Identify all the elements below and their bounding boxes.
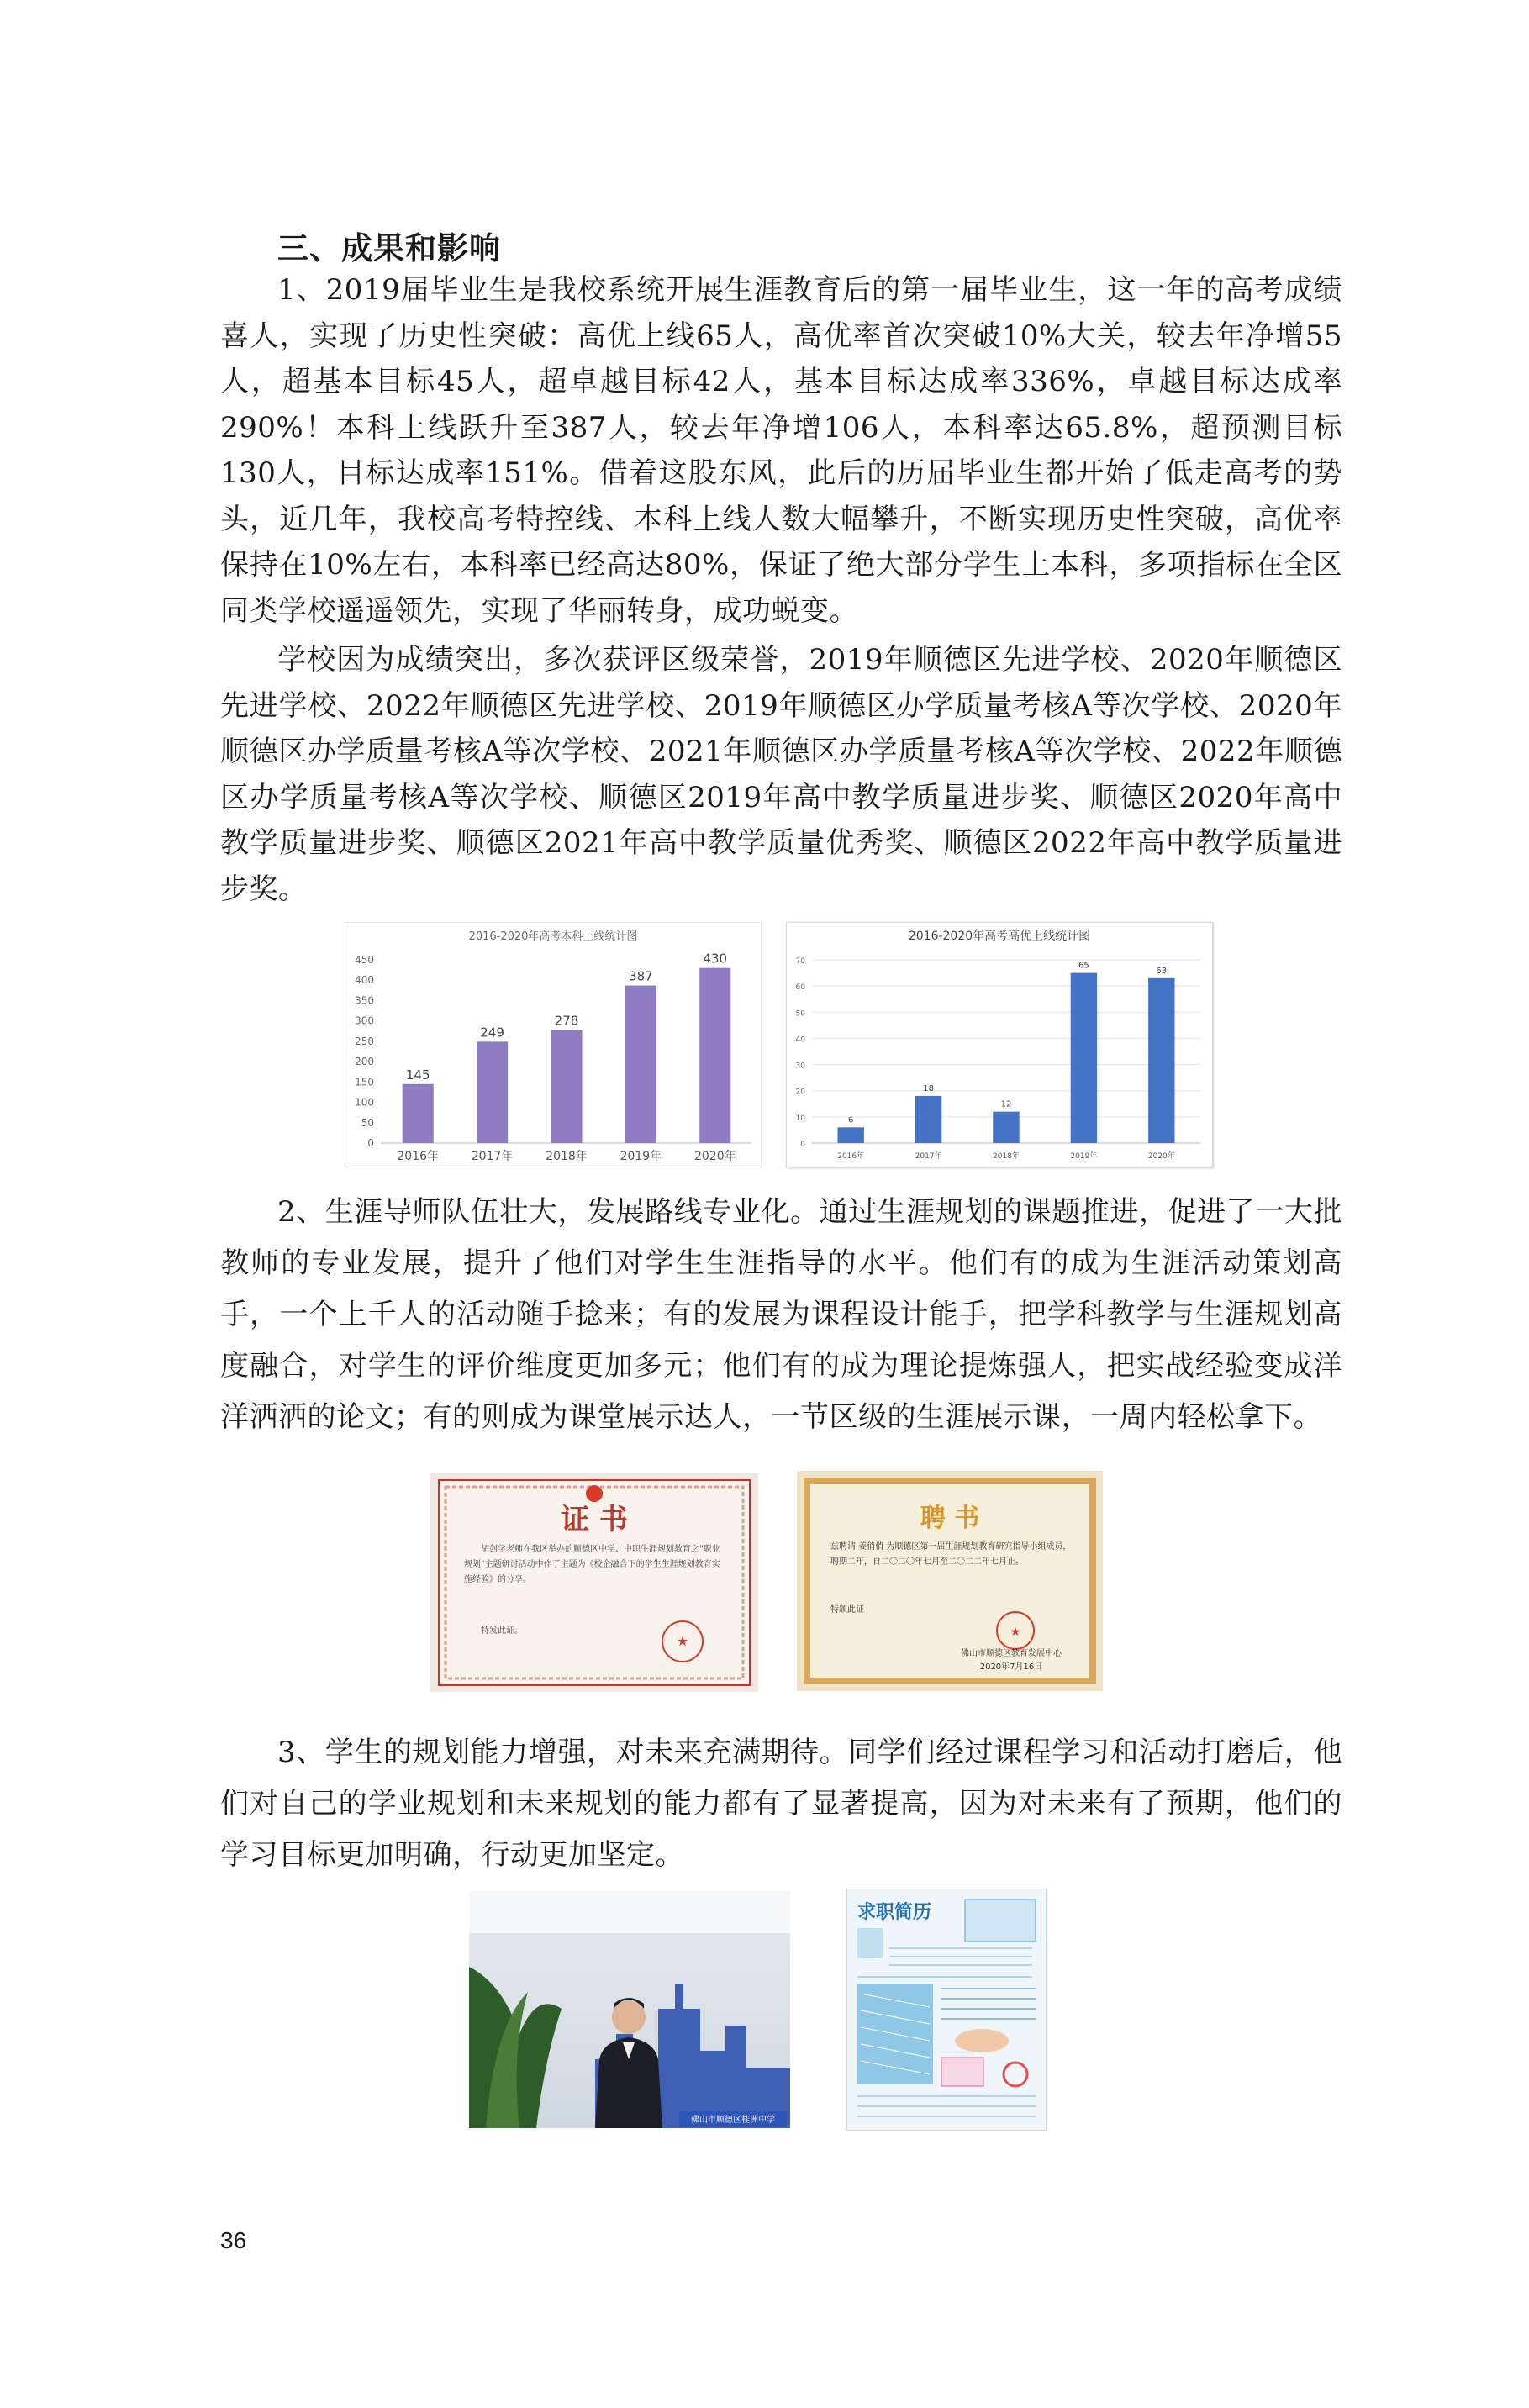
bar xyxy=(1148,978,1174,1143)
paragraph-results: 1、2019届毕业生是我校系统开展生涯教育后的第一届毕业生，这一年的高考成绩喜人，实现了历史性突破：高优上线65人，高优率首次突破10%大关，较去年净增55人，超基本目标45人，超卓越目标42人，基本目标达成率336%，卓越目标达成率290%！本科上线跃升至387人，较去年净增106人，本科率达65.8%，超预测目标130人，目标达成率151%。借着这股东风，此后的历届毕业生都开始了低走高考的势头，近几年，我校高考特控线、本科上线人数大幅攀升，不断实现历史性突破，高优率保持在10%左右，本科率已经高达80%，保证了绝大部分学生上本科，多项指标在全区同类学校遥遥领先，实现了华丽转身，成功蜕变。 xyxy=(220,273,1342,628)
appointment-illustration xyxy=(797,1471,1103,1691)
bar xyxy=(699,968,730,1143)
y-tick-label: 60 xyxy=(795,983,805,993)
page-number: 36 xyxy=(220,2227,247,2253)
speaker-photo-illustration xyxy=(469,1891,790,2128)
bar xyxy=(403,1084,434,1143)
x-tick-label: 2019年 xyxy=(620,1150,662,1163)
bar xyxy=(625,986,656,1143)
y-tick-label: 300 xyxy=(355,1014,374,1027)
x-tick-label: 2018年 xyxy=(546,1150,588,1163)
bar xyxy=(993,1112,1019,1143)
x-tick-label: 2017年 xyxy=(471,1150,514,1163)
x-tick-label: 2016年 xyxy=(397,1150,440,1163)
bar xyxy=(477,1041,508,1143)
y-tick-label: 150 xyxy=(355,1076,374,1088)
bar xyxy=(1071,973,1097,1143)
section-heading: 三、成果和影响 xyxy=(277,230,501,266)
y-tick-label: 20 xyxy=(795,1088,805,1097)
bar xyxy=(551,1030,582,1143)
certificate-illustration xyxy=(430,1473,758,1692)
y-tick-label: 50 xyxy=(795,1009,805,1019)
data-label: 387 xyxy=(629,968,653,984)
data-label: 63 xyxy=(1156,966,1168,976)
y-tick-label: 70 xyxy=(795,957,805,966)
appointment-issuer: 佛山市顺德区教育发展中心 xyxy=(961,1649,1062,1658)
y-tick-label: 50 xyxy=(361,1116,374,1129)
appointment-letter-image xyxy=(797,1471,1103,1691)
speaker-photo xyxy=(469,1891,790,2128)
paragraph-students: 3、学生的规划能力增强，对未来充满期待。同学们经过课程学习和活动打磨后，他们对自己的学业规划和未来规划的能力都有了显著提高，因为对未来有了预期，他们的学习目标更加明确，行动更加坚定。 xyxy=(220,1736,1342,1872)
certificate-title: 证 书 xyxy=(561,1503,628,1536)
x-tick-label: 2020年 xyxy=(1147,1152,1175,1161)
appointment-title: 聘 书 xyxy=(920,1504,980,1533)
data-label: 145 xyxy=(405,1067,430,1083)
y-tick-label: 250 xyxy=(355,1035,374,1047)
y-tick-label: 200 xyxy=(355,1056,374,1068)
y-tick-label: 10 xyxy=(795,1114,805,1123)
resume-title: 求职简历 xyxy=(857,1902,932,1923)
bar xyxy=(915,1096,941,1143)
y-tick-label: 350 xyxy=(355,994,374,1007)
y-tick-label: 0 xyxy=(800,1141,805,1149)
chart-title: 2016-2020年高考本科上线统计图 xyxy=(468,930,638,943)
chart-title: 2016-2020年高考高优上线统计图 xyxy=(908,930,1091,943)
paragraph-honors: 学校因为成绩突出，多次获评区级荣誉，2019年顺德区先进学校、2020年顺德区先进学校、2022年顺德区先进学校、2019年顺德区办学质量考核A等次学校、2020年顺德区办学质量考核A等次学校、2021年顺德区办学质量考核A等次学校、2022年顺德区办学质量考核A等次学校、顺德区2019年高中教学质量进步奖、顺德区2020年高中教学质量进步奖、顺德区2021年高中教学质量优秀奖、顺德区2022年高中教学质量进步奖。 xyxy=(220,643,1342,906)
x-tick-label: 2018年 xyxy=(993,1152,1020,1161)
y-tick-label: 100 xyxy=(355,1096,374,1109)
certificate-body: 胡剑学老师在我区举办的顺德区中学、中职生涯规划教育之"职业规划"主题研讨活动中作了主题为《校企融合下的学生生涯规划教育实施经验》的分享。 xyxy=(464,1545,720,1584)
appointment-footer: 特颁此证 xyxy=(830,1605,864,1615)
resume-illustration xyxy=(847,1889,1046,2130)
data-label: 249 xyxy=(480,1025,504,1041)
bar xyxy=(837,1127,863,1143)
data-label: 6 xyxy=(848,1115,854,1125)
x-tick-label: 2017年 xyxy=(915,1152,942,1161)
chart-undergrad xyxy=(345,923,761,1167)
x-tick-label: 2016年 xyxy=(837,1152,865,1161)
data-label: 12 xyxy=(1000,1099,1012,1109)
chart-highscore xyxy=(787,923,1212,1167)
x-tick-label: 2020年 xyxy=(693,1150,736,1163)
paragraph-mentors: 2、生涯导师队伍壮大，发展路线专业化。通过生涯规划的课题推进，促进了一大批教师的专业发展，提升了他们对学生生涯指导的水平。他们有的成为生涯活动策划高手，一个上千人的活动随手捻来；有的发展为课程设计能手，把学科教学与生涯规划高度融合，对学生的评价维度更加多元；他们有的成为理论提炼强人，把实战经验变成洋洋洒洒的论文；有的则成为课堂展示达人，一节区级的生涯展示课，一周内轻松拿下。 xyxy=(220,1195,1342,1434)
y-tick-label: 0 xyxy=(367,1137,374,1149)
y-tick-label: 450 xyxy=(355,954,374,966)
data-label: 65 xyxy=(1078,961,1089,971)
certificate-footer: 特发此证。 xyxy=(481,1626,523,1636)
svg-text:★: ★ xyxy=(676,1633,689,1649)
resume-drawing xyxy=(846,1889,1047,2131)
appointment-body: 兹聘请 姜俏俏 为顺德区第一届生涯规划教育研究指导小组成员，聘期二年，自二〇二〇年七月至二〇二二年七月止。 xyxy=(830,1542,1072,1567)
data-label: 18 xyxy=(923,1083,934,1093)
x-tick-label: 2019年 xyxy=(1070,1152,1098,1161)
y-tick-label: 30 xyxy=(795,1062,805,1071)
photo-caption: 佛山市顺德区桂洲中学 xyxy=(691,2116,775,2125)
svg-text:★: ★ xyxy=(1010,1626,1021,1639)
y-tick-label: 40 xyxy=(795,1035,805,1045)
chart-undergrad-figure xyxy=(345,922,762,1167)
data-label: 278 xyxy=(554,1013,579,1029)
appointment-date: 2020年7月16日 xyxy=(979,1662,1043,1672)
chart-highscore-figure xyxy=(786,922,1213,1167)
y-tick-label: 400 xyxy=(355,974,374,987)
data-label: 430 xyxy=(703,951,728,967)
certificate-image xyxy=(430,1473,758,1692)
